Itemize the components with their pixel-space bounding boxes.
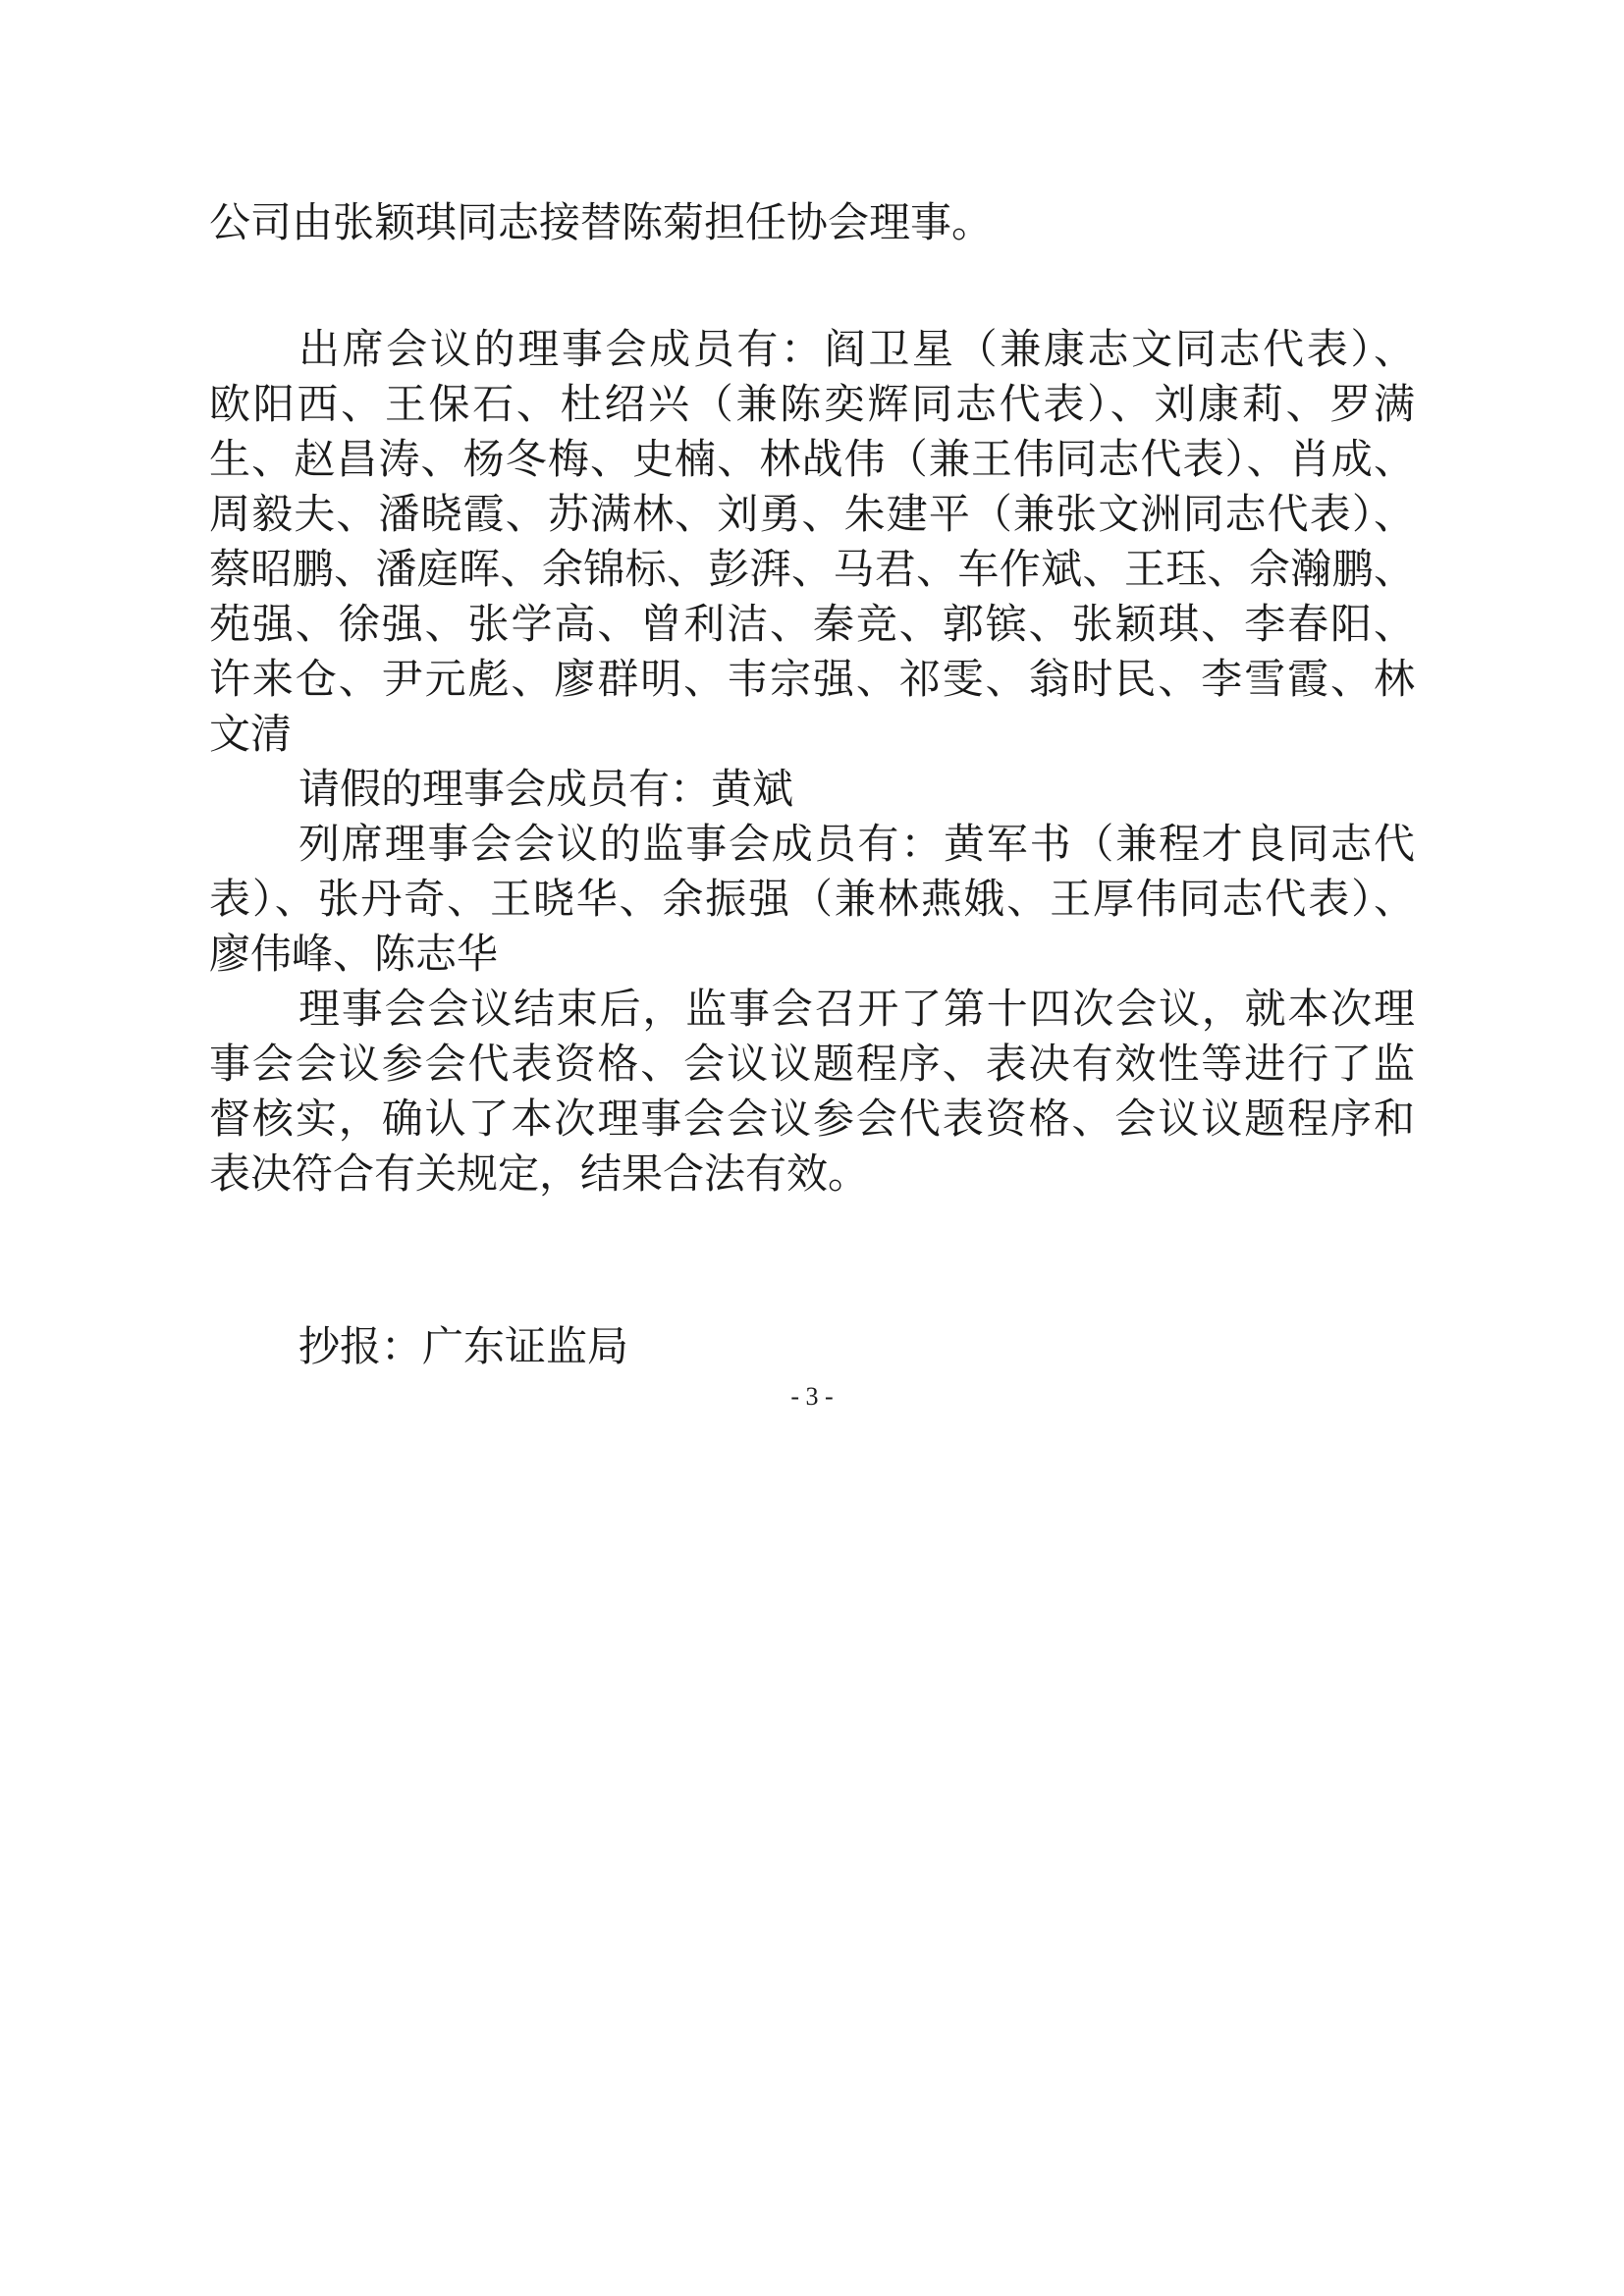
attendees-line: 苑强、徐强、张学高、曾利洁、秦竞、郭镔、张颖琪、李春阳、 — [209, 600, 1415, 648]
attendees-line: 周毅夫、潘晓霞、苏满林、刘勇、朱建平（兼张文洲同志代表）、 — [209, 490, 1415, 538]
supervisors-line: 表）、张丹奇、王晓华、余振强（兼林燕娥、王厚伟同志代表）、 — [209, 875, 1415, 923]
attendees-line: 许来仓、尹元彪、廖群明、韦宗强、祁雯、翁时民、李雪霞、林 — [209, 655, 1415, 703]
page-number: - 3 - — [790, 1382, 834, 1411]
closing-line: 事会会议参会代表资格、会议议题程序、表决有效性等进行了监 — [209, 1040, 1415, 1088]
absent-line: 请假的理事会成员有：黄斌 — [298, 765, 794, 813]
supervisors-line: 廖伟峰、陈志华 — [209, 930, 499, 978]
attendees-line: 欧阳西、王保石、杜绍兴（兼陈奕辉同志代表）、刘康莉、罗满 — [209, 380, 1415, 428]
cc-line: 抄报：广东证监局 — [298, 1322, 629, 1370]
attendees-line: 蔡昭鹏、潘庭晖、余锦标、彭湃、马君、车作斌、王珏、佘瀚鹏、 — [209, 545, 1415, 593]
closing-line: 理事会会议结束后，监事会召开了第十四次会议，就本次理 — [298, 985, 1415, 1033]
closing-line: 督核实，确认了本次理事会会议参会代表资格、会议议题程序和 — [209, 1095, 1415, 1143]
paragraph-continuation-line: 公司由张颖琪同志接替陈菊担任协会理事。 — [209, 198, 994, 246]
attendees-line: 出席会议的理事会成员有：阎卫星（兼康志文同志代表）、 — [298, 325, 1415, 373]
closing-line: 表决符合有关规定，结果合法有效。 — [209, 1149, 870, 1198]
attendees-line: 文清 — [209, 710, 293, 758]
supervisors-line: 列席理事会会议的监事会成员有：黄军书（兼程才良同志代 — [298, 820, 1415, 868]
attendees-line: 生、赵昌涛、杨冬梅、史楠、林战伟（兼王伟同志代表）、肖成、 — [209, 435, 1415, 483]
